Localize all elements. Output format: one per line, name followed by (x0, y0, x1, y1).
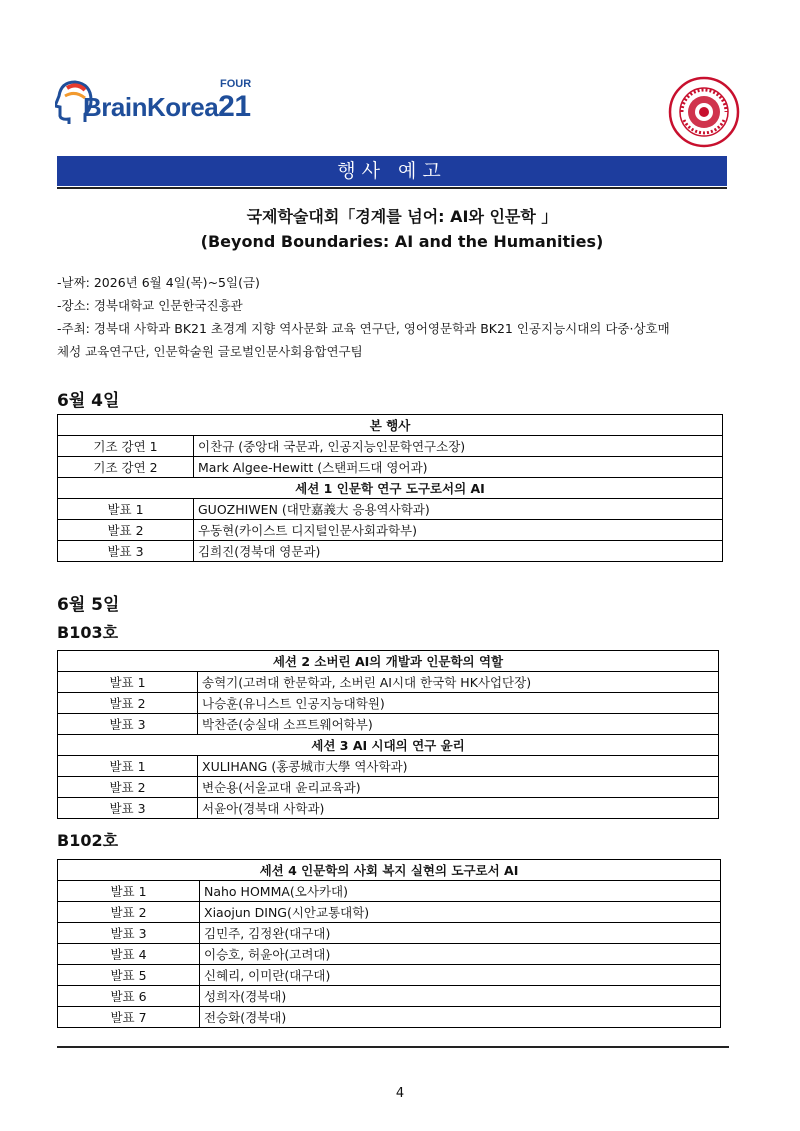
table-row (58, 672, 719, 693)
presentation-label: 발표 2 (58, 520, 194, 541)
table-row (58, 881, 721, 902)
b103-table (57, 650, 719, 819)
keynote-label: 기조 강연 1 (58, 436, 194, 457)
table-row (58, 756, 719, 777)
footer-divider (57, 1046, 729, 1048)
presenter: 이승호, 허윤아(고려대) (200, 944, 721, 965)
event-host-line1: -주최: 경북대 사학과 BK21 초경계 지향 역사문화 교육 연구단, 영어영문학과 BK21 인공지능시대의 다중·상호매 (57, 321, 670, 336)
presentation-label: 발표 1 (58, 756, 198, 777)
presenter: 우동현(카이스트 디지털인문사회과학부) (194, 520, 723, 541)
table-row (58, 714, 719, 735)
table-row (58, 436, 723, 457)
session2-header: 세션 2 소버린 AI의 개발과 인문학의 역할 (58, 651, 719, 672)
presentation-label: 발표 3 (58, 798, 198, 819)
keynote-speaker: Mark Algee-Hewitt (스탠퍼드대 영어과) (194, 457, 723, 478)
event-notice-banner: 행사 예고 (57, 156, 727, 186)
presenter: Naho HOMMA(오사카대) (200, 881, 721, 902)
logo-number: 21 (218, 90, 251, 123)
keynote-speaker: 이찬규 (중앙대 국문과, 인공지능인문학연구소장) (194, 436, 723, 457)
table-row (58, 415, 723, 436)
presenter: 김희진(경북대 영문과) (194, 541, 723, 562)
table-row (58, 499, 723, 520)
presenter: Xiaojun DING(시안교통대학) (200, 902, 721, 923)
room-b102-heading: B102호 (57, 831, 119, 850)
presenter: XULIHANG (홍콩城市大學 역사학과) (198, 756, 719, 777)
banner-underline (57, 187, 727, 189)
logo-brainkorea: BrainKorea (83, 92, 219, 122)
presentation-label: 발표 2 (58, 902, 200, 923)
table-row (58, 798, 719, 819)
presenter: 송혁기(고려대 한문학과, 소버린 AI시대 한국학 HK사업단장) (198, 672, 719, 693)
day1-table (57, 414, 723, 562)
event-date: -날짜: 2026년 6월 4일(목)~5일(금) (57, 275, 260, 290)
presentation-label: 발표 2 (58, 777, 198, 798)
keynote-label: 기조 강연 2 (58, 457, 194, 478)
table-row (58, 944, 721, 965)
brainkorea-logo (55, 72, 265, 130)
presentation-label: 발표 6 (58, 986, 200, 1007)
presentation-label: 발표 7 (58, 1007, 200, 1028)
table-row (58, 520, 723, 541)
logo-four-text: FOUR (220, 78, 252, 90)
table-row (58, 986, 721, 1007)
presenter: 박찬준(숭실대 소프트웨어학부) (198, 714, 719, 735)
presenter: 나승훈(유니스트 인공지능대학원) (198, 693, 719, 714)
presentation-label: 발표 3 (58, 923, 200, 944)
day1-heading: 6월 4일 (57, 391, 120, 411)
presentation-label: 발표 3 (58, 541, 194, 562)
presentation-label: 발표 4 (58, 944, 200, 965)
table-row (58, 965, 721, 986)
day2-heading: 6월 5일 (57, 595, 120, 615)
presenter: 전승화(경북대) (200, 1007, 721, 1028)
table-row (58, 541, 723, 562)
table-row (58, 902, 721, 923)
table-row (58, 735, 719, 756)
page-number: 4 (395, 1086, 405, 1101)
presentation-label: 발표 5 (58, 965, 200, 986)
table-row (58, 457, 723, 478)
presentation-label: 발표 1 (58, 499, 194, 520)
table-row (58, 1007, 721, 1028)
b102-table (57, 859, 721, 1028)
presenter: 김민주, 김정완(대구대) (200, 923, 721, 944)
session3-header: 세션 3 AI 시대의 연구 윤리 (58, 735, 719, 756)
university-seal-icon (668, 76, 740, 148)
table-row (58, 478, 723, 499)
presentation-label: 발표 1 (58, 881, 200, 902)
event-host-line2: 체성 교육연구단, 인문학술원 글로벌인문사회융합연구팀 (57, 344, 363, 359)
event-title-korean: 국제학술대회「경계를 넘어: AI와 인문학 」 (246, 207, 558, 226)
table-row (58, 860, 721, 881)
logo-text (83, 90, 251, 124)
presenter: GUOZHIWEN (대만嘉義大 응용역사학과) (194, 499, 723, 520)
presentation-label: 발표 3 (58, 714, 198, 735)
main-event-header: 본 행사 (58, 415, 723, 436)
table-row (58, 777, 719, 798)
presenter: 성희자(경북대) (200, 986, 721, 1007)
presenter: 변순용(서울교대 윤리교육과) (198, 777, 719, 798)
table-row (58, 651, 719, 672)
event-title-english: (Beyond Boundaries: AI and the Humanities) (200, 232, 604, 251)
table-row (58, 693, 719, 714)
table-row (58, 923, 721, 944)
event-venue: -장소: 경북대학교 인문한국진흥관 (57, 298, 243, 313)
room-b103-heading: B103호 (57, 623, 119, 642)
presenter: 서윤아(경북대 사학과) (198, 798, 719, 819)
session4-header: 세션 4 인문학의 사회 복지 실현의 도구로서 AI (58, 860, 721, 881)
session1-header: 세션 1 인문학 연구 도구로서의 AI (58, 478, 723, 499)
presentation-label: 발표 2 (58, 693, 198, 714)
presenter: 신혜리, 이미란(대구대) (200, 965, 721, 986)
presentation-label: 발표 1 (58, 672, 198, 693)
